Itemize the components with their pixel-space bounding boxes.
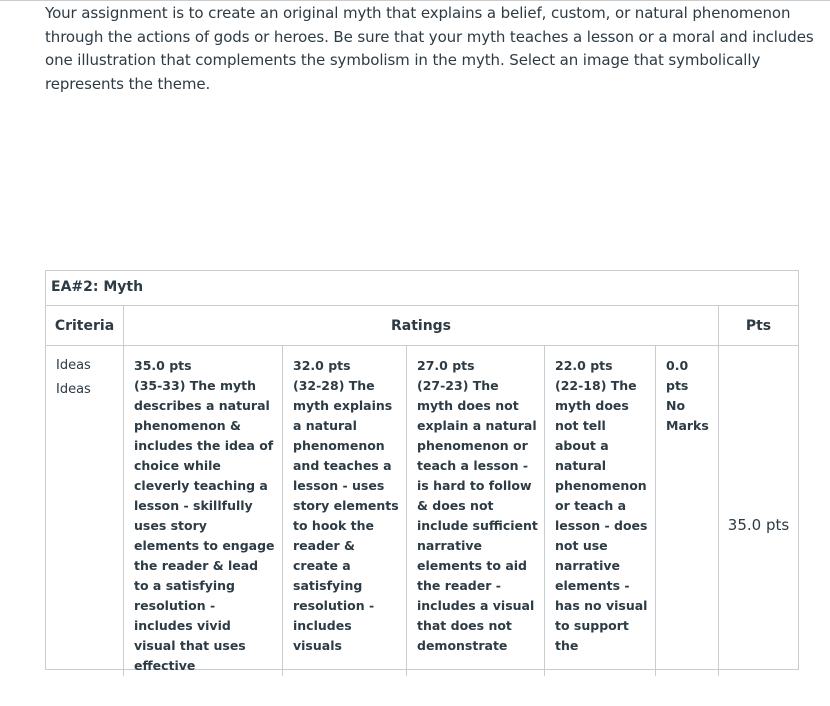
rating-cell-3[interactable] [407, 346, 545, 676]
rating-points: 0.0 pts [666, 358, 689, 393]
criterion-description: Ideas [56, 382, 91, 397]
rating-points: 22.0 pts [555, 358, 613, 373]
ratings-header: Ratings [124, 306, 719, 346]
criterion-points: 35.0 pts [727, 516, 790, 534]
pts-header: Pts [719, 306, 798, 346]
rating-cell-5[interactable] [656, 346, 719, 676]
assignment-instructions: Your assignment is to create an original myth that explains a belief, custom, or natural phenomenon through the actions of gods or heroes. Be sure that your myth teaches a lesson or a moral and includes one illustration that complements the symbolism in the myth. Select an image that symbolically represents the theme. [45, 4, 814, 94]
rating-description: No Marks [666, 398, 709, 433]
rating-description: (27-23) The myth does not explain a natural phenomenon or teach a lesson - is hard to follow & does not include sufficient narrative elements to aid the reader - includes a visual that does not demonstrate [417, 378, 538, 653]
criterion-name: Ideas [56, 358, 91, 373]
rubric-title: EA#2: Myth [46, 271, 798, 306]
rating-cell-2[interactable] [283, 346, 407, 676]
rating-cell-1[interactable] [124, 346, 283, 676]
criterion-cell [46, 346, 124, 676]
top-divider [0, 0, 830, 1]
rating-points: 27.0 pts [417, 358, 475, 373]
rating-description: (22-18) The myth does not tell about a natural phenomenon or teach a lesson - does not use narrative elements - has no visual to support the [555, 378, 648, 653]
rubric-table [45, 270, 799, 673]
rating-cell-4[interactable] [545, 346, 656, 676]
rating-points: 32.0 pts [293, 358, 351, 373]
rating-description: (35-33) The myth describes a natural phenomenon & includes the idea of choice while cleverly teaching a lesson - skillfully uses story elements to engage the reader & lead to a satisfying resolution - includes vivid visual that uses effective [134, 378, 275, 673]
criteria-header: Criteria [46, 306, 124, 346]
rating-description: (32-28) The myth explains a natural phenomenon and teaches a lesson - uses story elements to hook the reader & create a satisfying resolution - includes visuals [293, 378, 399, 653]
rating-points: 35.0 pts [134, 358, 192, 373]
